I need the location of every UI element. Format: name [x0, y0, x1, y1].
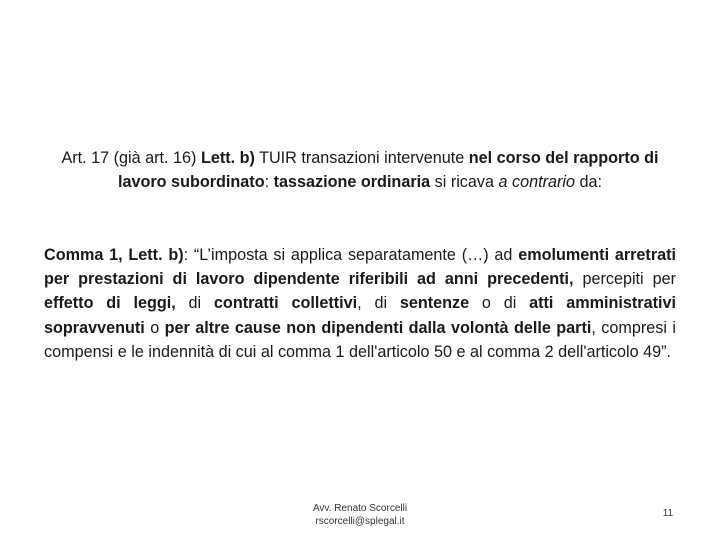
paragraph-text: , di: [357, 294, 400, 313]
heading-text: Art. 17 (già art. 16): [61, 149, 201, 167]
paragraph-bold-sentenze: sentenze: [399, 294, 470, 313]
heading-text: da:: [575, 173, 603, 191]
heading-italic-term: a contrario: [498, 173, 575, 191]
paragraph-text: : “L’imposta si applica separatamente (…) ad: [183, 246, 519, 264]
paragraph-text: o di: [469, 294, 530, 313]
heading-text: :: [264, 173, 274, 191]
heading-bold-taxation: tassazione ordinaria: [273, 173, 431, 191]
paragraph-text: di: [175, 294, 214, 313]
paragraph-bold-emolumenti: emolumenti arretrati per prestazioni di lavoro dipendente riferibili ad anni precedenti,: [44, 246, 677, 289]
paragraph-bold-cause: per altre cause non dipendenti dalla volontà delle parti: [164, 318, 592, 337]
paragraph-text: percepiti per: [573, 270, 676, 289]
heading-text: si ricava: [430, 173, 499, 191]
paragraph-bold-atti: atti amministrativi sopravvenuti: [44, 294, 676, 337]
footer-author: Avv. Renato Scorcelli: [312, 503, 408, 514]
paragraph-bold-leggi: effetto di leggi,: [44, 294, 176, 313]
footer-email: rscorcelli@splegal.it: [315, 516, 405, 527]
paragraph-text: , compresi i compensi e le indennità di cui al comma 1 dell'articolo 50 e al comma 2 dell'articolo 49”.: [44, 318, 676, 361]
heading-bold-context: nel corso del rapporto di lavoro subordinato: [117, 149, 659, 191]
slide-heading: [40, 146, 680, 194]
heading-bold-letter: Lett. b): [200, 149, 255, 167]
paragraph-bold-contratti: contratti collettivi: [213, 294, 358, 313]
page-number: 11: [662, 508, 674, 519]
heading-text: TUIR transazioni intervenute: [254, 149, 469, 167]
paragraph-text: o: [144, 318, 165, 337]
footer: [255, 502, 465, 528]
quoted-law-paragraph: [44, 243, 676, 364]
paragraph-bold-reference: Comma 1, Lett. b): [44, 246, 184, 264]
